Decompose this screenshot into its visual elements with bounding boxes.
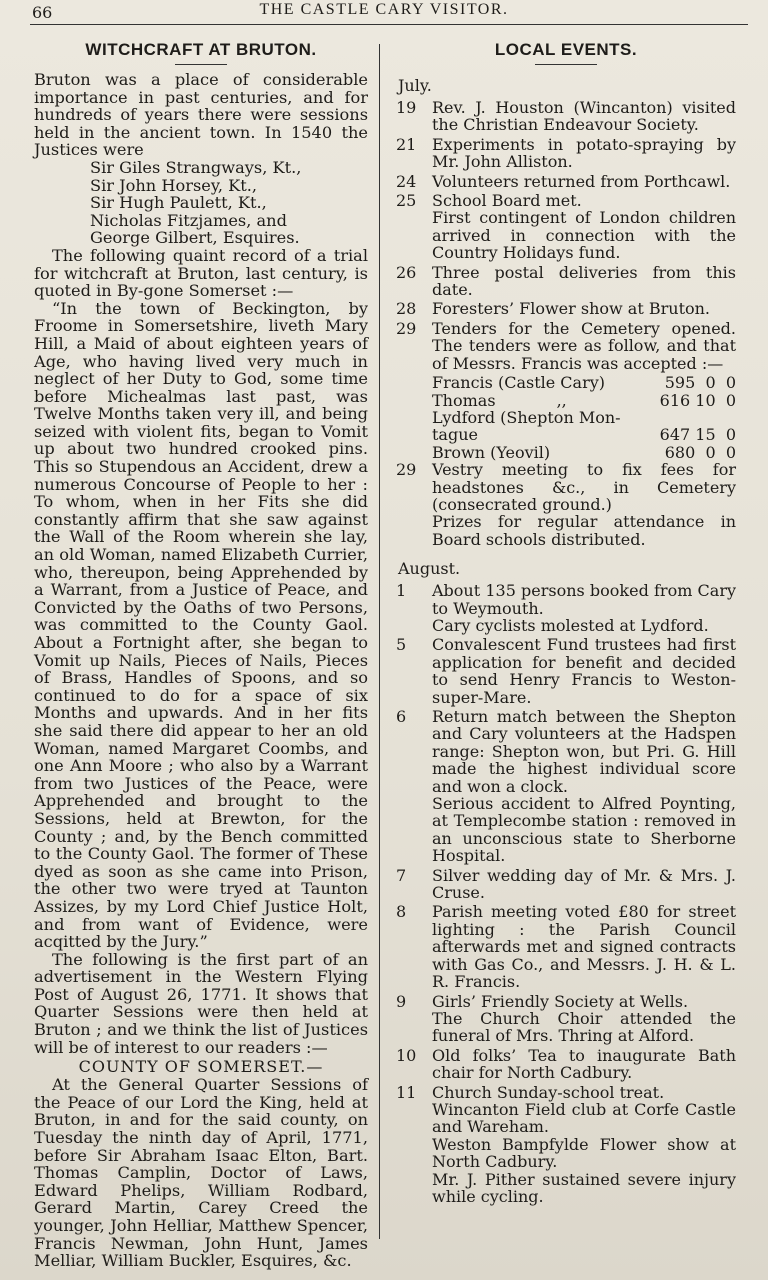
advertisement-paragraph: The following is the first part of an advertisement in the Western Flying Post of August 26, 1771. It shows that Quarter Sessions were then held at Bruton ; and we think the list of Justices will be of interest to our readers :— bbox=[34, 949, 368, 1057]
event-entry bbox=[396, 136, 736, 171]
event-entry bbox=[396, 708, 736, 865]
justice-item: Sir Hugh Paulett, Kt., bbox=[90, 193, 267, 213]
event-text: Return match between the Shepton and Cary volunteers at the Hadspen range: Shepton won, but Pri. G. Hill made the highest individual score and won a clock. bbox=[432, 707, 736, 796]
tender-amount: 616 10 0 bbox=[659, 390, 736, 410]
tender-amount: 647 15 0 bbox=[659, 425, 736, 445]
month-july: July. bbox=[398, 76, 432, 95]
event-text: Serious accident to Alfred Poynting, at Templecombe station : removed in an unconscious state to Sherborne Hospital. bbox=[432, 794, 736, 866]
month-august: August. bbox=[398, 559, 461, 579]
event-day: 21 bbox=[396, 134, 417, 154]
sessions-paragraph: At the General Quarter Sessions of the Peace of our Lord the King, held at Bruton, in and for the said county, on Tuesday the ninth day of April, 1771, before Sir Abraham Isaac Elton, Bart. Thomas Camplin, Doctor of Laws, Edward Phelips, William Rodbard, Gerard Martin, Carey Creed the younger, John Helliar, Matthew Spencer, Francis Newman, John Hunt, James Melliar, William Buckler, Esquires, &c. bbox=[34, 1075, 368, 1271]
trial-quote: “In the town of Beckington, by Froome in Somersetshire, liveth Mary Hill, a Maid of about eighteen years of Age, who having lived very much in neglect of her Duty to God, some time before Michealmas last past, was Twelve Months taken very ill, and being seized with violent fits, began to Vomit up about two hundred crooked pins. This so Stupendous an Accident, drew a numerous Concourse of People to her : To whom, when in her Fits she did constantly affirm that she saw against the Wall of the Room wherein she lay, an old Woman, named Elizabeth Currier, who, thereupon, being Apprehended by a Warrant, from a Justice of Peace, and Convicted by the Oaths of two Persons, was committed to the County Gaol. About a Fortnight after, she began to Vomit up Nails, Pieces of Nails, Pieces of Brass, Handles of Spoons, and so continued to do for a space of six Months and upwards. And in her fits she said there did appear to her an old Woman, named Margaret Coombs, and one Ann Moore ; who also by a Warrant from two Justices of the Peace, were Apprehended and brought to the Sessions, held at Brewton, for the County ; and, by the Bench committed to the County Gaol. The former of These dyed as soon as she came into Prison, the other two were tryed at Taunton Assizes, by my Lord Chief Justice Holt, and from want of Evidence, were acqitted by the Jury.” bbox=[34, 298, 368, 952]
event-day: 10 bbox=[396, 1045, 417, 1065]
event-text: Prizes for regular attendance in Board schools distributed. bbox=[432, 512, 736, 549]
event-day: 19 bbox=[396, 98, 417, 117]
event-day: 11 bbox=[396, 1082, 417, 1102]
event-text: First contingent of London children arrived in connection with the Country Holidays fund. bbox=[432, 208, 736, 263]
event-entry bbox=[396, 1084, 736, 1206]
event-text: Experiments in potato-spraying by Mr. John Alliston. bbox=[432, 134, 736, 172]
event-text: Old folks’ Tea to inaugurate Bath chair for North Cadbury. bbox=[432, 1045, 736, 1083]
tender-row bbox=[432, 444, 736, 461]
event-text: Girls’ Friendly Society at Wells. bbox=[432, 991, 689, 1011]
tender-name: Lydford (Shepton Mon- bbox=[432, 407, 621, 427]
justice-item: Sir John Horsey, Kt., bbox=[90, 175, 258, 195]
trial-intro-paragraph: The following quaint record of a trial for witchcraft at Bruton, last century, is quoted in By-gone Somerset :— bbox=[34, 245, 368, 301]
event-text: Volunteers returned from Porthcawl. bbox=[432, 171, 731, 191]
tender-row bbox=[432, 392, 736, 409]
event-text: Parish meeting voted £80 for street lighting : the Parish Council afterwards met and signed contracts with Gas Co., and Messrs. J. H. & L. R. Francis. bbox=[432, 902, 736, 992]
title-rule bbox=[175, 64, 227, 65]
event-entry bbox=[396, 99, 736, 134]
event-entry bbox=[396, 582, 736, 634]
column-divider bbox=[379, 44, 380, 1239]
running-title: THE CASTLE CARY VISITOR. bbox=[259, 1, 509, 18]
event-day: 1 bbox=[396, 581, 407, 601]
event-entry bbox=[396, 903, 736, 990]
intro-paragraph: Bruton was a place of considerable importance in past centuries, and for hundreds of years there were sessions held in the ancient town. In 1540 the Justices were bbox=[34, 70, 368, 160]
tender-row bbox=[432, 374, 736, 391]
event-entry bbox=[396, 173, 736, 190]
article-title: WITCHCRAFT AT BRUTON. bbox=[85, 40, 317, 59]
event-entry bbox=[396, 867, 736, 902]
tender-name: Thomas ,, bbox=[432, 390, 567, 410]
event-text: Silver wedding day of Mr. & Mrs. J. Cruse. bbox=[432, 865, 736, 903]
tender-name: tague bbox=[432, 425, 478, 445]
event-text: Weston Bampfylde Flower show at North Cadbury. bbox=[432, 1134, 736, 1172]
county-caption: COUNTY OF SOMERSET.— bbox=[78, 1057, 324, 1077]
justice-item: Sir Giles Strangways, Kt., bbox=[90, 157, 302, 177]
tender-row bbox=[432, 409, 736, 426]
event-text: About 135 persons booked from Cary to Weymouth. bbox=[432, 581, 736, 618]
tender-row bbox=[432, 426, 736, 443]
event-day: 28 bbox=[396, 299, 417, 319]
event-entry bbox=[396, 320, 736, 372]
event-text: Vestry meeting to fix fees for headstones &c., in Cemetery (consecrated ground.) bbox=[432, 460, 736, 514]
justice-item: Nicholas Fitzjames, and bbox=[90, 210, 287, 230]
event-day: 9 bbox=[396, 991, 407, 1011]
event-entry bbox=[396, 1047, 736, 1082]
event-day: 6 bbox=[396, 707, 407, 726]
event-day: 24 bbox=[396, 171, 417, 191]
event-text: Foresters’ Flower show at Bruton. bbox=[432, 299, 711, 319]
event-day: 29 bbox=[396, 318, 417, 338]
event-entry bbox=[396, 192, 736, 262]
tender-amount: 680 0 0 bbox=[664, 442, 736, 462]
tender-amount: 595 0 0 bbox=[664, 373, 736, 393]
event-text: School Board met. bbox=[432, 191, 582, 211]
tender-name: Francis (Castle Cary) bbox=[432, 373, 606, 393]
page-number: 66 bbox=[32, 3, 53, 22]
event-text: Cary cyclists molested at Lydford. bbox=[432, 615, 709, 635]
events-title-rule bbox=[535, 64, 597, 65]
tender-amount bbox=[654, 409, 736, 426]
event-entry bbox=[396, 461, 736, 548]
event-day: 8 bbox=[396, 902, 407, 922]
page-header bbox=[0, 0, 768, 26]
tender-name: Brown (Yeovil) bbox=[432, 442, 551, 462]
event-text: Three postal deliveries from this date. bbox=[432, 262, 736, 300]
event-text: Mr. J. Pither sustained severe injury while cycling. bbox=[432, 1169, 736, 1206]
event-entry bbox=[396, 636, 736, 706]
event-day: 29 bbox=[396, 460, 417, 480]
event-entry bbox=[396, 300, 736, 317]
event-text: Church Sunday-school treat. bbox=[432, 1082, 665, 1102]
event-text: Rev. J. Houston (Wincanton) visited the Christian Endeavour Society. bbox=[432, 98, 736, 135]
local-events bbox=[396, 38, 736, 1207]
justice-item: George Gilbert, Esquires. bbox=[90, 228, 300, 248]
event-day: 7 bbox=[396, 865, 407, 885]
justices-list bbox=[34, 159, 368, 247]
event-entry bbox=[396, 993, 736, 1045]
header-rule bbox=[30, 24, 748, 25]
event-day: 5 bbox=[396, 635, 407, 655]
event-day: 25 bbox=[396, 191, 417, 211]
witchcraft-article bbox=[34, 38, 368, 1270]
event-text: Tenders for the Cemetery opened. The tenders were as follow, and that of Messrs. Francis was accepted :— bbox=[432, 318, 736, 373]
event-entry bbox=[396, 264, 736, 299]
event-text: Convalescent Fund trustees had first application for benefit and decided to send Henry Francis to Weston-super-Mare. bbox=[432, 635, 736, 707]
events-title: LOCAL EVENTS. bbox=[494, 40, 638, 59]
event-text: Wincanton Field club at Corfe Castle and Wareham. bbox=[432, 1099, 736, 1137]
event-text: The Church Choir attended the funeral of Mrs. Thring at Alford. bbox=[432, 1008, 736, 1046]
event-day: 26 bbox=[396, 262, 417, 282]
